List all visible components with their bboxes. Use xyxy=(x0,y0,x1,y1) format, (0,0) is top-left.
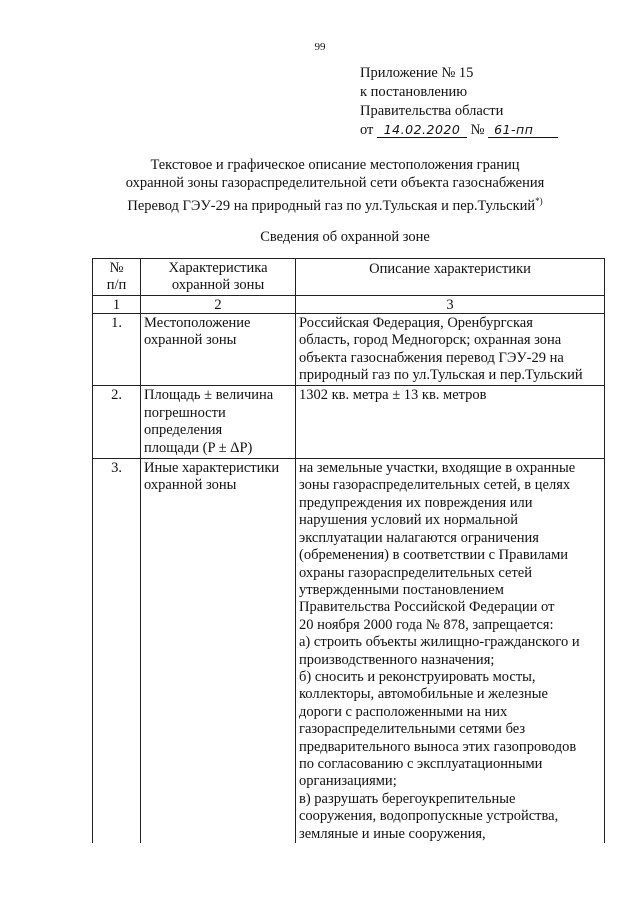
row-number: 3. xyxy=(93,459,141,843)
text-line: площади (P ± ΔP) xyxy=(144,439,253,456)
text-line: земляные и иные сооружения, xyxy=(299,825,486,842)
text-line: в) разрушать берегоукрепительные xyxy=(299,790,516,807)
handwritten-date: 14.02.2020 xyxy=(377,123,467,138)
title-line-2: охранной зоны газораспределительной сети объекта газоснабжения xyxy=(125,175,545,191)
text-line: (обременения) в соответствии с Правилами xyxy=(299,547,569,564)
header-description: Описание характеристики xyxy=(296,259,605,296)
title-line-3 xyxy=(100,192,570,215)
text-line: Иные характеристики xyxy=(144,460,280,477)
row-description xyxy=(296,313,605,386)
text-line: Правительства Российской Федерации от xyxy=(299,599,555,616)
text-line: производственного назначения; xyxy=(299,651,495,668)
text-line: а) строить объекты жилищно-гражданского и xyxy=(299,634,580,651)
page-number: 99 xyxy=(314,41,326,53)
table-row xyxy=(93,459,605,843)
text-line: б) сносить и реконструировать мосты, xyxy=(299,668,536,685)
text-line: дороги с расположенными на них xyxy=(299,703,508,720)
title-line-3-text: Перевод ГЭУ-29 на природный газ по ул.Тульская и пер.Тульский xyxy=(127,198,536,214)
text-line: 1302 кв. метра ± 13 кв. метров xyxy=(299,387,487,404)
row-number: 2. xyxy=(93,386,141,459)
text-line: зоны газораспределительных сетей, в целях xyxy=(299,477,571,494)
header-characteristic-line-1: Характеристика xyxy=(168,260,268,276)
table-index-row xyxy=(93,295,605,313)
header-characteristic xyxy=(141,259,296,296)
number-prefix: № xyxy=(470,122,485,138)
table-row xyxy=(93,386,605,459)
text-line: сооружения, водопропускные устройства, xyxy=(299,808,559,825)
date-prefix: от xyxy=(360,122,374,138)
row-characteristic xyxy=(141,459,296,843)
text-line: погрешности xyxy=(144,404,226,421)
header-number-line-2: п/п xyxy=(106,277,127,294)
text-line: охранной зоны xyxy=(144,477,237,494)
header-characteristic-line-2: охранной зоны xyxy=(171,277,265,294)
text-line: область, город Медногорск; охранная зона xyxy=(299,332,562,349)
text-line: газораспределительными сетями без xyxy=(299,721,526,738)
document-title xyxy=(100,156,570,215)
text-line: предупреждения их повреждения или xyxy=(299,494,533,511)
section-subtitle: Сведения об охранной зоне xyxy=(260,229,430,245)
row-description xyxy=(296,459,605,843)
row-description xyxy=(296,386,605,459)
appendix-line-2: к постановлению xyxy=(360,84,468,100)
table-header-row xyxy=(93,259,605,296)
row-number: 1. xyxy=(93,313,141,386)
row-characteristic xyxy=(141,313,296,386)
zone-info-table xyxy=(92,258,605,843)
handwritten-number: 61-пп xyxy=(488,123,558,138)
appendix-date-line xyxy=(360,121,558,140)
table-row xyxy=(93,313,605,386)
appendix-line-1: Приложение № 15 xyxy=(360,65,474,81)
header-number-line-1: № xyxy=(109,260,124,276)
text-line: Местоположение xyxy=(144,314,251,331)
text-line: на земельные участки, входящие в охранные xyxy=(299,460,576,477)
header-number xyxy=(93,259,141,296)
text-line: охранной зоны xyxy=(144,332,237,349)
title-line-1: Текстовое и графическое описание местоположения границ xyxy=(150,157,520,173)
index-cell: 2 xyxy=(141,295,296,313)
text-line: охраны газораспределительных сетей xyxy=(299,564,532,581)
index-cell: 1 xyxy=(93,295,141,313)
text-line: организациями; xyxy=(299,773,397,790)
text-line: нарушения условий их нормальной xyxy=(299,512,519,529)
index-cell: 3 xyxy=(296,295,605,313)
text-line: природный газ по ул.Тульская и пер.Тульский xyxy=(299,367,583,384)
footnote-mark: *) xyxy=(535,196,543,206)
text-line: объекта газоснабжения перевод ГЭУ-29 на xyxy=(299,349,564,366)
appendix-line-3: Правительства области xyxy=(360,103,504,119)
text-line: определения xyxy=(144,422,223,439)
text-line: эксплуатации налагаются ограничения xyxy=(299,529,539,546)
text-line: коллекторы, автомобильные и железные xyxy=(299,686,548,703)
text-line: Российская Федерация, Оренбургская xyxy=(299,314,533,331)
text-line: предварительного выноса этих газопроводов xyxy=(299,738,577,755)
appendix-block xyxy=(360,64,558,140)
text-line: Площадь ± величина xyxy=(144,387,274,404)
text-line: 20 ноября 2000 года № 878, запрещается: xyxy=(299,616,554,633)
row-characteristic xyxy=(141,386,296,459)
text-line: по согласованию с эксплуатационными xyxy=(299,755,543,772)
text-line: утвержденными постановлением xyxy=(299,581,504,598)
